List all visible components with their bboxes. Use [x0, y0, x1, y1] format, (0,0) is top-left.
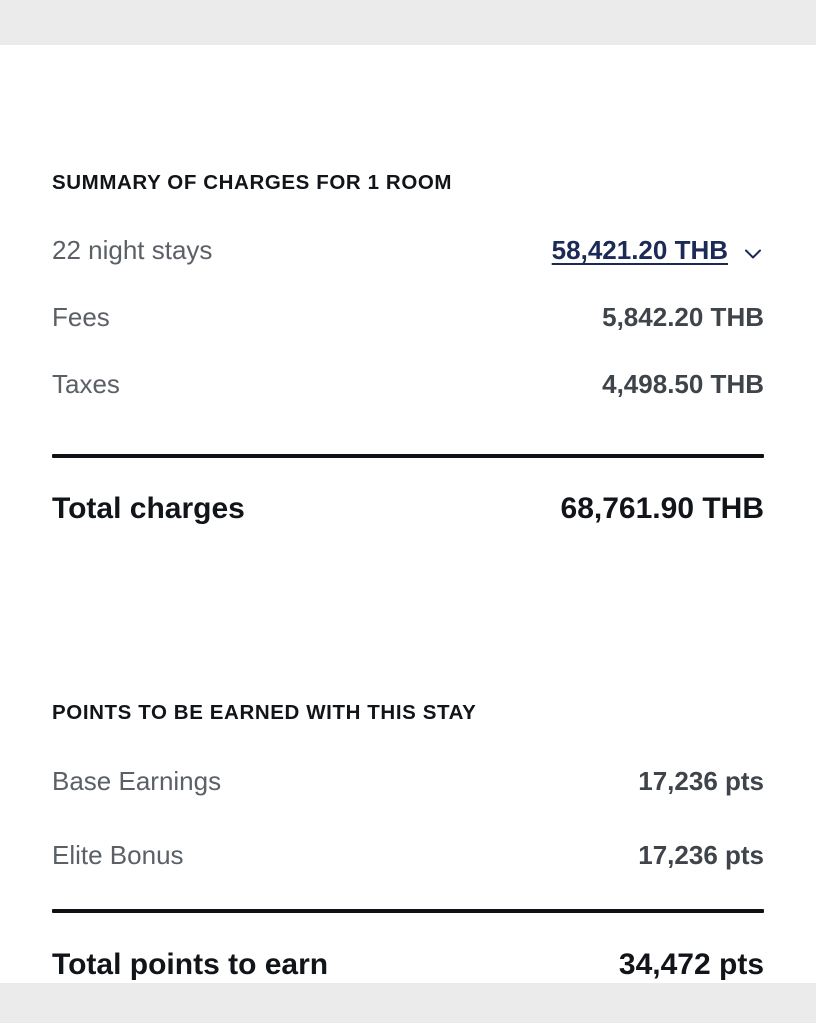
chevron-down-icon[interactable] [742, 243, 764, 265]
base-earnings-label: Base Earnings [52, 766, 222, 796]
taxes-label: Taxes [52, 369, 120, 399]
charges-row-night-stays [52, 235, 764, 266]
total-points-value: 34,472 pts [618, 948, 764, 981]
elite-bonus-label: Elite Bonus [52, 840, 184, 870]
charges-row-taxes [52, 369, 764, 400]
reservation-summary-card [0, 45, 816, 983]
base-earnings-value: 17,236 pts [638, 766, 764, 796]
elite-bonus-value: 17,236 pts [638, 840, 764, 870]
taxes-amount: 4,498.50 THB [602, 369, 764, 399]
charges-row-fees [52, 302, 764, 333]
fees-amount: 5,842.20 THB [602, 302, 764, 332]
total-charges-label: Total charges [52, 492, 245, 525]
points-row-base-earnings [52, 766, 764, 797]
night-stays-label: 22 night stays [52, 235, 213, 265]
total-points-label: Total points to earn [52, 948, 329, 981]
night-stays-value-group[interactable] [552, 235, 764, 266]
night-stays-amount-link[interactable]: 58,421.20 THB [551, 235, 728, 265]
points-row-elite-bonus [52, 840, 764, 871]
charges-section-title: SUMMARY OF CHARGES FOR 1 ROOM [52, 171, 453, 194]
fees-label: Fees [52, 302, 110, 332]
points-section-title: POINTS TO BE EARNED WITH THIS STAY [52, 701, 477, 724]
points-row-total [52, 948, 764, 982]
total-charges-amount: 68,761.90 THB [560, 492, 764, 525]
charges-row-total [52, 492, 764, 526]
charges-divider [52, 454, 764, 458]
points-divider [52, 909, 764, 913]
